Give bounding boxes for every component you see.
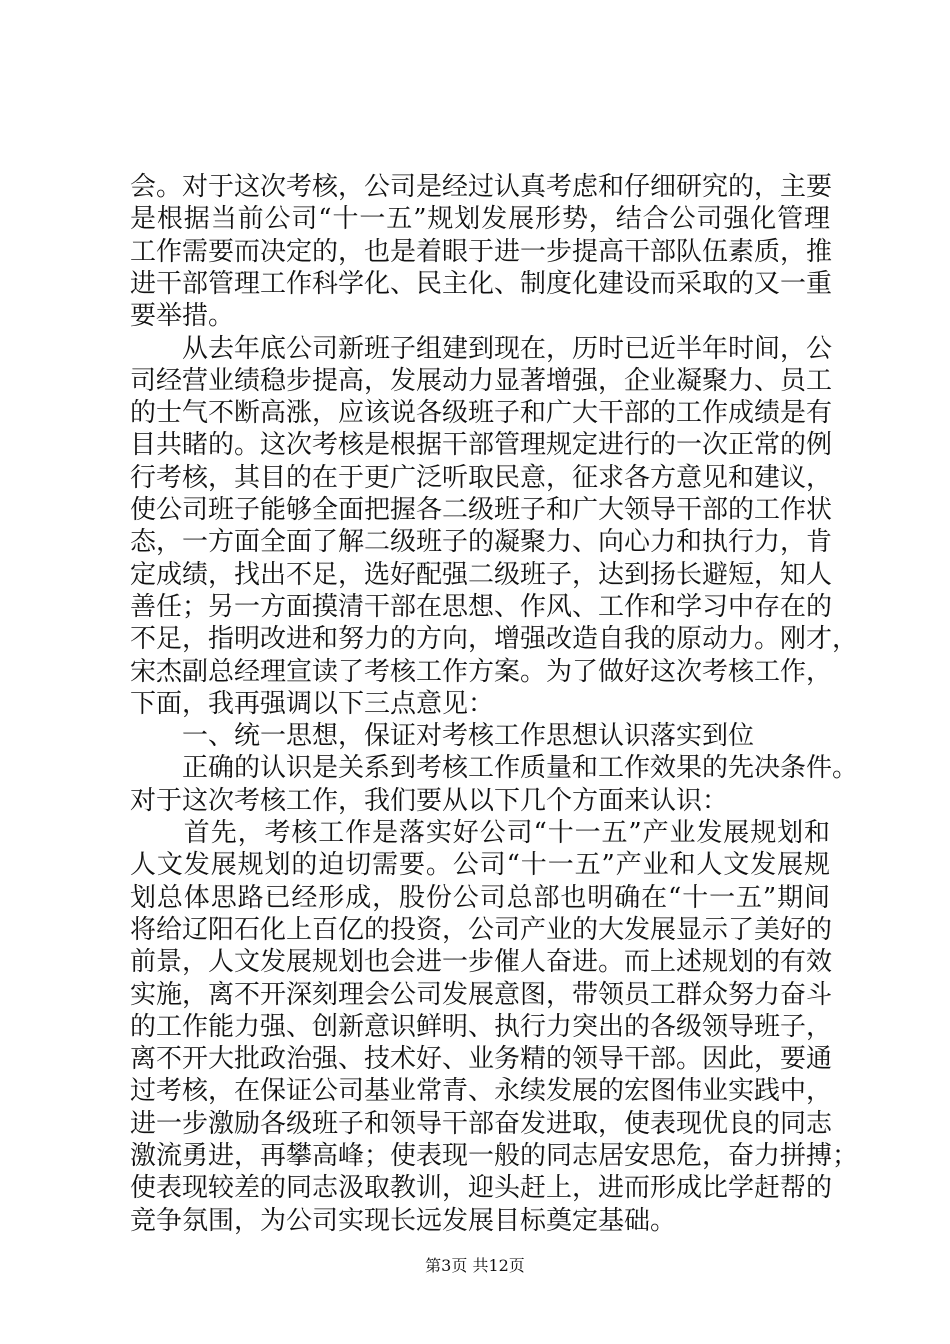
text-line: 将给辽阳石化上百亿的投资，公司产业的大发展显示了美好的 — [130, 914, 833, 945]
text-line: 前景，人文发展规划也会进一步催人奋进。而上述规划的有效 — [130, 947, 833, 978]
text-line: 划总体思路已经形成，股份公司总部也明确在“十一五”期间 — [130, 882, 830, 913]
text-line: 的士气不断高涨，应该说各级班子和广大干部的工作成绩是有 — [130, 398, 833, 429]
text-line: 过考核，在保证公司基业常青、永续发展的宏图伟业实践中， — [130, 1076, 833, 1107]
text-line: 一、统一思想，保证对考核工作思想认识落实到位 — [130, 721, 755, 752]
text-line: 目共睹的。这次考核是根据干部管理规定进行的一次正常的例 — [130, 430, 833, 461]
text-line: 使表现较差的同志汲取教训，迎头赶上，进而形成比学赶帮的 — [130, 1173, 833, 1204]
text-line: 司经营业绩稳步提高，发展动力显著增强，企业凝聚力、员工 — [130, 365, 833, 396]
text-line: 会。对于这次考核，公司是经过认真考虑和仔细研究的，主要 — [130, 172, 833, 202]
text-line: 的工作能力强、创新意识鲜明、执行力突出的各级领导班子， — [130, 1011, 833, 1042]
text-line: 工作需要而决定的，也是着眼于进一步提高干部队伍素质，推 — [130, 236, 833, 267]
text-line: 善任；另一方面摸清干部在思想、作风、工作和学习中存在的 — [130, 591, 833, 622]
text-line: 首先，考核工作是落实好公司“十一五”产业发展规划和 — [130, 818, 830, 848]
text-line: 对于这次考核工作，我们要从以下几个方面来认识： — [130, 785, 729, 816]
text-line: 是根据当前公司“十一五”规划发展形势，结合公司强化管理 — [130, 204, 830, 235]
text-line: 实施，离不开深刻理会公司发展意图，带领员工群众努力奋斗 — [130, 979, 833, 1010]
text-line: 使公司班子能够全面把握各二级班子和广大领导干部的工作状 — [130, 495, 833, 525]
text-line: 进一步激励各级班子和领导干部奋发进取，使表现优良的同志 — [130, 1108, 833, 1139]
text-line: 激流勇进，再攀高峰；使表现一般的同志居安思危，奋力拼搏； — [130, 1141, 859, 1171]
text-line: 要举措。 — [130, 301, 235, 332]
text-line: 竞争氛围，为公司实现长远发展目标奠定基础。 — [130, 1205, 677, 1236]
text-line: 定成绩，找出不足，选好配强二级班子，达到扬长避短，知人 — [130, 559, 833, 590]
text-line: 下面，我再强调以下三点意见： — [130, 688, 495, 719]
text-line: 行考核，其目的在于更广泛听取民意，征求各方意见和建议， — [130, 462, 833, 493]
text-line: 进干部管理工作科学化、民主化、制度化建设而采取的又一重 — [130, 268, 833, 299]
page-footer: 第3页 共12页 — [425, 1256, 525, 1275]
text-line: 人文发展规划的迫切需要。公司“十一五”产业和人文发展规 — [130, 850, 830, 881]
text-line: 态，一方面全面了解二级班子的凝聚力、向心力和执行力，肯 — [130, 527, 833, 558]
text-line: 正确的认识是关系到考核工作质量和工作效果的先决条件。 — [130, 753, 859, 784]
text-line: 从去年底公司新班子组建到现在，历时已近半年时间，公 — [130, 333, 833, 364]
text-line: 宋杰副总经理宣读了考核工作方案。为了做好这次考核工作， — [130, 656, 833, 687]
text-line: 离不开大批政治强、技术好、业务精的领导干部。因此，要通 — [130, 1044, 833, 1075]
text-line: 不足，指明改进和努力的方向，增强改造自我的原动力。刚才， — [130, 624, 859, 655]
